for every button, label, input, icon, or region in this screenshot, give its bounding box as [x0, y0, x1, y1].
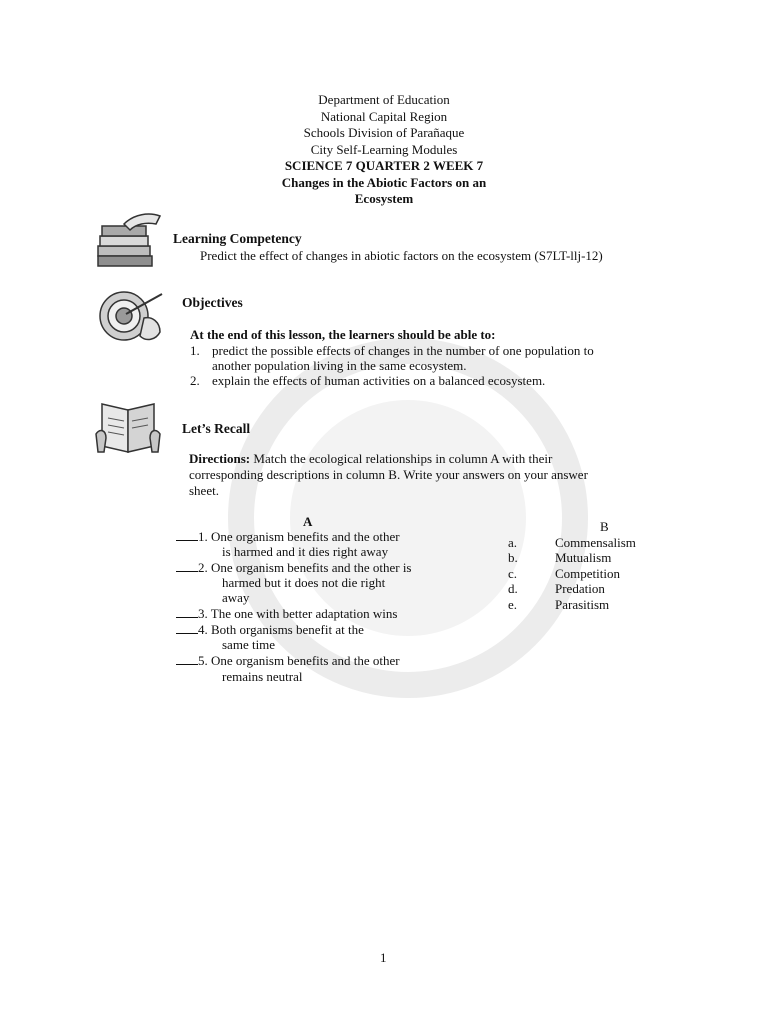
header-subject: SCIENCE 7 QUARTER 2 WEEK 7: [284, 158, 484, 173]
watermark-seal-center: [290, 400, 526, 636]
column-a-item: [176, 606, 397, 622]
target-dart-icon: [96, 288, 168, 350]
answer-blank[interactable]: [176, 529, 198, 541]
objectives-heading: Objectives: [182, 295, 243, 310]
column-b-letter: c.: [508, 566, 518, 581]
column-a-item-continued: is harmed and it dies right away: [222, 544, 389, 559]
learning-competency-heading: Learning Competency: [173, 231, 302, 246]
column-a-item: [176, 529, 400, 545]
column-a-item-continued: remains neutral: [222, 669, 303, 684]
column-b-term: Predation: [555, 581, 605, 596]
document-header: [0, 92, 768, 208]
column-b-letter: b.: [508, 550, 518, 565]
header-title-line1: Changes in the Abiotic Factors on an: [281, 174, 487, 190]
item-text: Both organisms benefit at the: [211, 622, 364, 637]
column-b-term: Commensalism: [555, 535, 636, 550]
header-department: Department of Education: [318, 92, 450, 107]
column-b-term: Parasitism: [555, 597, 610, 612]
answer-blank[interactable]: [176, 622, 198, 634]
directions-label: Directions:: [189, 451, 251, 466]
open-book-icon: [94, 394, 164, 458]
objective-text: explain the effects of human activities on a balanced ecosystem.: [212, 373, 546, 388]
column-b-letter: a.: [508, 535, 518, 550]
learning-competency-text: Predict the effect of changes in abiotic factors on the ecosystem (S7LT-llj-12): [200, 248, 603, 263]
header-title-line2: Ecosystem: [354, 191, 414, 206]
answer-blank[interactable]: [176, 560, 198, 572]
answer-blank[interactable]: [176, 606, 198, 618]
column-a-item: [176, 560, 412, 576]
objective-item: [190, 373, 200, 389]
header-division: Schools Division of Parañaque: [303, 125, 465, 140]
item-number: 3.: [198, 606, 208, 621]
objective-number: 2.: [190, 373, 200, 388]
objective-number: 1.: [190, 343, 200, 358]
column-a-item-continued: same time: [222, 637, 276, 652]
objective-item: [190, 343, 200, 359]
objective-text: predict the possible effects of changes in the number of one population to: [212, 343, 594, 358]
books-icon: [94, 208, 164, 270]
item-number: 5.: [198, 653, 208, 668]
objective-text-continued: another population living in the same ecosystem.: [212, 358, 467, 373]
item-text: One organism benefits and the other: [211, 529, 400, 544]
column-b-term: Mutualism: [555, 550, 612, 565]
directions-line: [189, 451, 552, 467]
item-text: One organism benefits and the other: [211, 653, 400, 668]
lets-recall-heading: Let’s Recall: [182, 421, 251, 436]
item-text: One organism benefits and the other is: [211, 560, 412, 575]
page-number: 1: [380, 950, 387, 965]
item-number: 4.: [198, 622, 208, 637]
column-b-header: B: [600, 519, 609, 534]
column-a-item-continued: away: [222, 590, 250, 605]
directions-text: Match the ecological relationships in column A with their: [250, 451, 553, 466]
answer-blank[interactable]: [176, 653, 198, 665]
item-text: The one with better adaptation wins: [210, 606, 398, 621]
column-b-letter: d.: [508, 581, 518, 596]
column-a-item-continued: harmed but it does not die right: [222, 575, 386, 590]
header-region: National Capital Region: [320, 108, 448, 124]
objectives-intro: At the end of this lesson, the learners should be able to:: [190, 327, 496, 342]
column-a-item: [176, 622, 364, 638]
column-a-header: A: [303, 514, 313, 529]
item-number: 2.: [198, 560, 208, 575]
directions-text-continued: corresponding descriptions in column B. Write your answers on your answer: [189, 467, 588, 482]
column-a-item: [176, 653, 400, 669]
header-modules: City Self-Learning Modules: [310, 141, 458, 157]
column-b-letter: e.: [508, 597, 518, 612]
item-number: 1.: [198, 529, 208, 544]
column-b-term: Competition: [555, 566, 620, 581]
directions-text-end: sheet.: [189, 483, 219, 498]
